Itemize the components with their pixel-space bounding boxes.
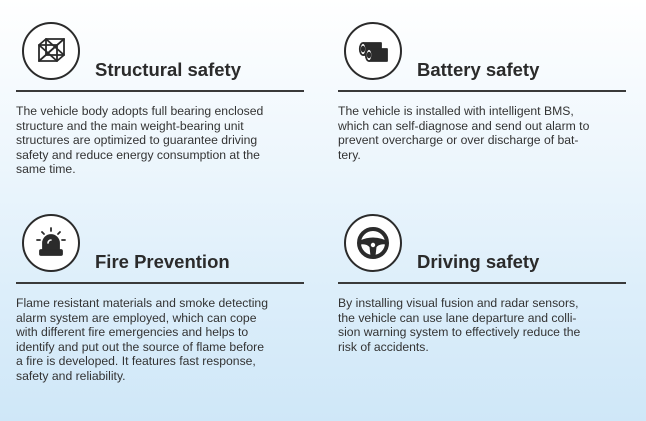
steering-wheel-icon [344, 214, 402, 272]
description-line: structures are optimized to guarantee driving [16, 133, 258, 147]
feature-header [16, 214, 304, 278]
feature-header [16, 22, 304, 86]
description-line: prevent overcharge or over discharge of bat- [338, 133, 579, 147]
feature-card-structural-safety [16, 22, 304, 177]
description-line: safety and reduce energy consumption at the [16, 147, 260, 162]
description-line: structure and the main weight-bearing unit [16, 118, 244, 133]
alarm-siren-icon [22, 214, 80, 272]
feature-title: Fire Prevention [95, 251, 230, 272]
description-line: a fire is developed. It features fast response, [16, 354, 256, 368]
feature-description [16, 104, 304, 177]
feature-description [338, 104, 626, 162]
feature-card-fire-prevention [16, 214, 304, 383]
structure-cube-icon [22, 22, 80, 80]
divider [338, 282, 626, 284]
description-line: By installing visual fusion and radar sensors, [338, 296, 579, 310]
battery-cells-icon [344, 22, 402, 80]
description-line: risk of accidents. [338, 339, 429, 354]
description-line: tery. [338, 147, 361, 162]
feature-title: Structural safety [95, 59, 241, 80]
feature-title: Driving safety [417, 251, 540, 272]
divider [338, 90, 626, 92]
feature-header [338, 22, 626, 86]
description-line: the vehicle can use lane departure and colli- [338, 310, 577, 325]
description-line: safety and reliability. [16, 368, 126, 383]
feature-card-battery-safety [338, 22, 626, 162]
description-line: sion warning system to effectively reduce the [338, 325, 581, 339]
feature-title: Battery safety [417, 59, 540, 80]
description-line: which can self-diagnose and send out alarm to [338, 118, 590, 133]
description-line: Flame resistant materials and smoke detecting [16, 296, 268, 310]
divider [16, 282, 304, 284]
feature-header [338, 214, 626, 278]
description-line: The vehicle body adopts full bearing enclosed [16, 104, 264, 118]
description-line: same time. [16, 162, 76, 176]
divider [16, 90, 304, 92]
description-line: with different fire emergencies and helps to [16, 325, 249, 339]
description-line: identify and put out the source of flame before [16, 339, 264, 354]
feature-description [16, 296, 304, 383]
feature-card-driving-safety [338, 214, 626, 354]
feature-description [338, 296, 626, 354]
description-line: The vehicle is installed with intelligent BMS, [338, 104, 574, 118]
description-line: alarm system are employed, which can cope [16, 310, 257, 325]
